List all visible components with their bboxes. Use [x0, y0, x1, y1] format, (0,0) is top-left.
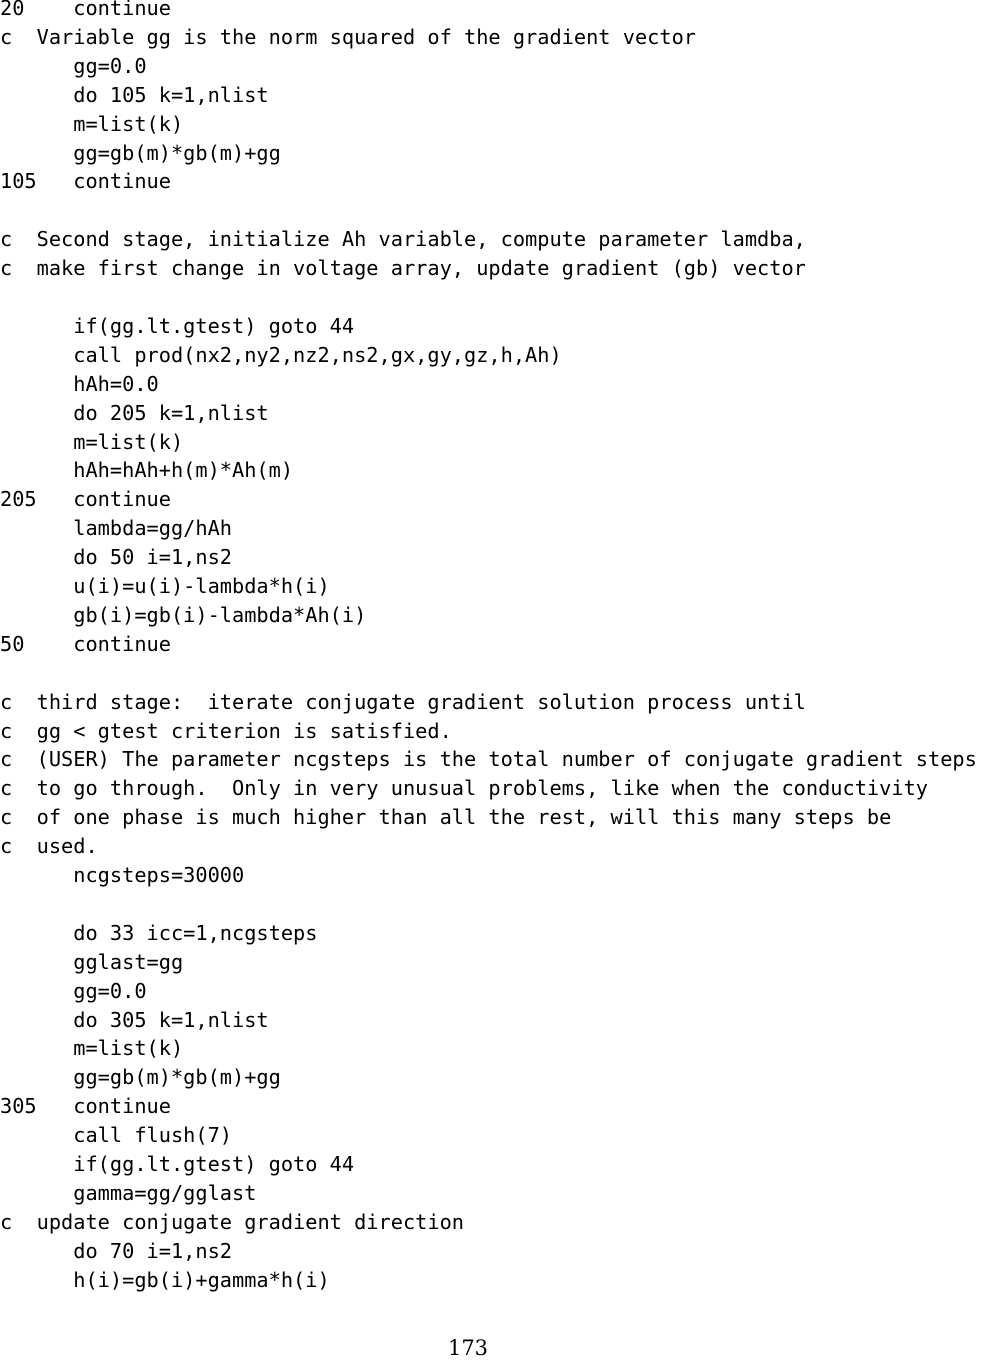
code-line: hAh=hAh+h(m)*Ah(m) — [0, 458, 294, 483]
code-line: gglast=gg — [0, 949, 184, 974]
code-line: h(i)=gb(i)+gamma*h(i) — [0, 1267, 330, 1292]
code-line: do 50 i=1,ns2 — [0, 545, 232, 570]
page-number: 173 — [447, 1336, 489, 1360]
comment-line: c update conjugate gradient direction — [0, 1209, 464, 1234]
code-line: 305 continue — [0, 1094, 171, 1119]
comment-line: c Variable gg is the norm squared of the gradient vector — [0, 24, 696, 49]
code-line: call prod(nx2,ny2,nz2,ns2,gx,gy,gz,h,Ah) — [0, 342, 562, 367]
code-line: do 205 k=1,nlist — [0, 400, 269, 425]
comment-line: c make first change in voltage array, update gradient (gb) vector — [0, 256, 806, 281]
code-line: u(i)=u(i)-lambda*h(i) — [0, 574, 330, 598]
code-line: do 105 k=1,nlist — [0, 82, 269, 107]
code-line: gamma=gg/gglast — [0, 1180, 257, 1205]
code-line: gb(i)=gb(i)-lambda*Ah(i) — [0, 602, 367, 627]
code-line: lambda=gg/hAh — [0, 516, 232, 541]
code-line: gg=0.0 — [0, 978, 147, 1003]
comment-line: c used. — [0, 834, 98, 859]
code-line: 50 continue — [0, 631, 171, 656]
code-line: m=list(k) — [0, 429, 184, 454]
code-line: gg=0.0 — [0, 53, 147, 78]
comment-line: c Second stage, initialize Ah variable, compute parameter lamdba, — [0, 227, 806, 252]
code-line: m=list(k) — [0, 1036, 184, 1061]
code-line: ncgsteps=30000 — [0, 863, 245, 887]
code-line: m=list(k) — [0, 111, 184, 136]
code-line: call flush(7) — [0, 1123, 232, 1148]
code-line: if(gg.lt.gtest) goto 44 — [0, 1152, 355, 1176]
code-line: 105 continue — [0, 169, 171, 194]
code-line: do 70 i=1,ns2 — [0, 1238, 232, 1263]
code-line: hAh=0.0 — [0, 371, 159, 396]
comment-line: c gg < gtest criterion is satisfied. — [0, 718, 452, 743]
code-line: if(gg.lt.gtest) goto 44 — [0, 313, 355, 338]
comment-line: c third stage: iterate conjugate gradient solution process until — [0, 689, 806, 714]
code-line: 205 continue — [0, 487, 171, 512]
code-line: do 305 k=1,nlist — [0, 1007, 269, 1032]
code-line: gg=gb(m)*gb(m)+gg — [0, 140, 281, 165]
code-line: gg=gb(m)*gb(m)+gg — [0, 1065, 281, 1090]
comment-line: c (USER) The parameter ncgsteps is the total number of conjugate gradient steps — [0, 747, 977, 772]
code-line: 20 continue — [0, 0, 171, 20]
comment-line: c of one phase is much higher than all the rest, will this many steps be — [0, 805, 892, 830]
code-line: do 33 icc=1,ncgsteps — [0, 920, 318, 945]
comment-line: c to go through. Only in very unusual problems, like when the conductivity — [0, 776, 928, 801]
